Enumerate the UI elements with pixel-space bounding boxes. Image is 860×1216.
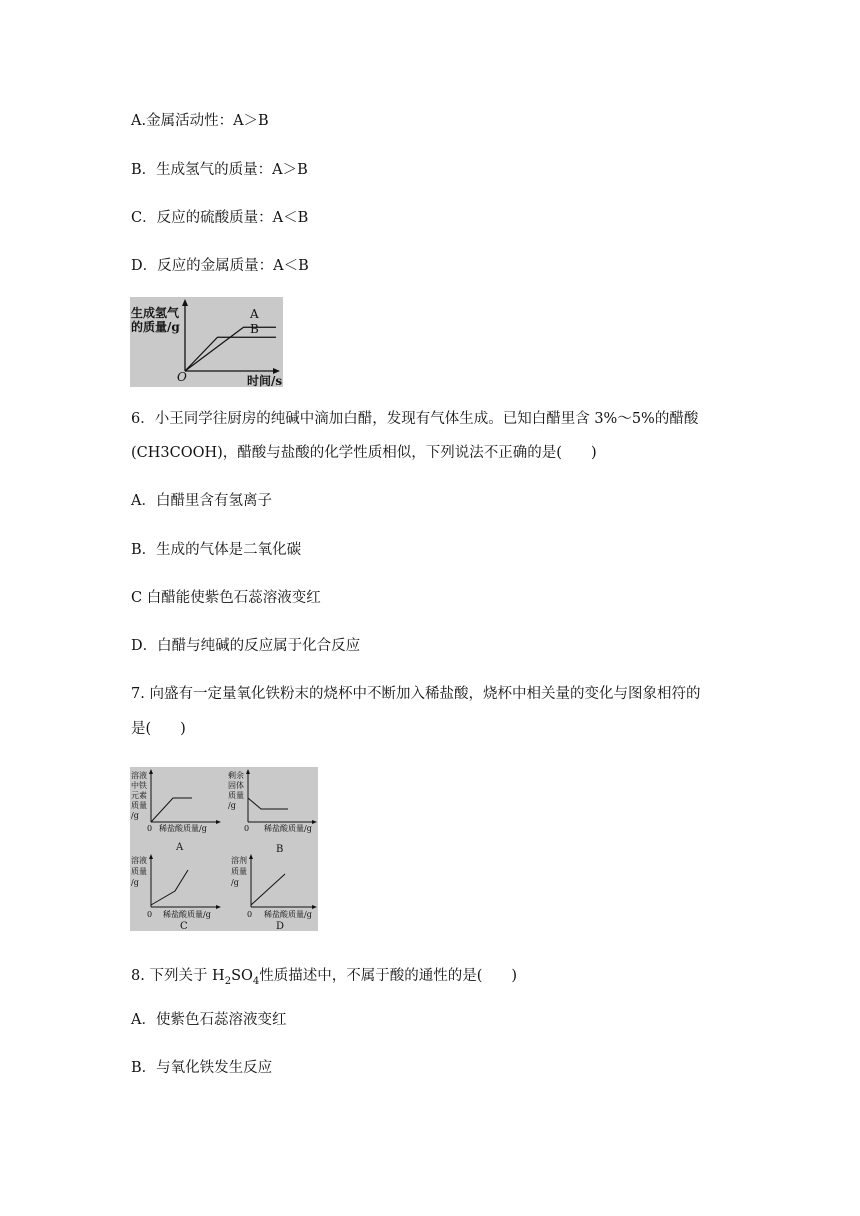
q7-b-ylabel-4: /g [228, 801, 236, 810]
q7-d-ylabel-3: /g [231, 878, 239, 887]
q7-a-ylabel-4: 质量 [131, 801, 147, 810]
q7-d-label: D [276, 921, 285, 931]
q7-c-curve [151, 870, 188, 905]
q5-xlabel: 时间/s [247, 374, 283, 387]
q6-stem-line2: (CH3COOH)，醋酸与盐酸的化学性质相似，下列说法不正确的是( ) [131, 445, 597, 461]
q6-option-a: A．白醋里含有氢离子 [131, 493, 272, 509]
q5-ylabel-2: 的质量/g [131, 320, 180, 334]
q7-a-ylabel-1: 溶液 [131, 771, 147, 780]
q7-a-label: A [176, 842, 184, 853]
q7-b-label: B [276, 844, 284, 855]
q7-b-ylabel-1: 剩余 [228, 771, 244, 780]
q5-label-b: B [250, 322, 259, 336]
q7-b-xlabel: 稀盐酸质量/g [264, 824, 312, 833]
q7-c-zero: 0 [147, 910, 153, 919]
q7-panel-a [131, 769, 221, 853]
q7-b-ylabel-2: 固体 [228, 781, 244, 790]
q8-stem-suffix: 性质描述中，不属于酸的通性的是( ) [259, 968, 518, 984]
q8-stem [131, 966, 517, 992]
q7-d-curve [251, 874, 285, 905]
q7-panel-d [231, 854, 317, 931]
q8-stem-mid: SO [231, 968, 253, 984]
q7-stem-line1: 7. 向盛有一定量氧化铁粉末的烧杯中不断加入稀盐酸，烧杯中相关量的变化与图象相符的 [131, 686, 701, 702]
q5-option-c: C．反应的硫酸质量：A＜B [131, 210, 309, 226]
q7-b-ylabel-3: 质量 [228, 791, 244, 800]
q8-sub-4: 4 [252, 975, 260, 987]
q7-a-curve [151, 798, 192, 822]
q5-series-b [185, 337, 276, 371]
q5-label-a: A [250, 307, 259, 321]
q7-stem-line2: 是( ) [131, 721, 186, 737]
q8-sub-2: 2 [224, 975, 232, 987]
q7-a-ylabel-2: 中铁 [131, 781, 147, 790]
q7-d-ylabel-2: 质量 [231, 867, 247, 876]
q7-panel-c [131, 854, 221, 931]
q7-a-xlabel: 稀盐酸质量/g [159, 824, 207, 833]
q7-d-xlabel: 稀盐酸质量/g [264, 910, 312, 919]
q7-c-ylabel-1: 溶液 [131, 856, 147, 865]
q7-a-ylabel-5: /g [131, 811, 139, 820]
q8-stem-prefix: 8. 下列关于 H [131, 968, 225, 984]
q5-option-a: A.金属活动性：A＞B [131, 113, 269, 129]
q6-stem-line1: 6．小王同学往厨房的纯碱中滴加白醋，发现有气体生成。已知白醋里含 3%～5%的醋酸 [131, 411, 699, 427]
q7-b-zero: 0 [244, 824, 250, 833]
q7-d-zero: 0 [247, 910, 253, 919]
q5-option-d: D．反应的金属质量：A＜B [131, 258, 309, 274]
q5-option-b: B．生成氢气的质量：A＞B [131, 162, 308, 178]
q7-a-zero: 0 [147, 824, 153, 833]
q7-c-label: C [180, 921, 188, 931]
q5-ylabel-1: 生成氢气 [131, 306, 180, 320]
q7-c-ylabel-2: 质量 [131, 867, 147, 876]
q7-a-ylabel-3: 元素 [131, 791, 147, 800]
q5-graph [130, 297, 283, 387]
q6-option-d: D．白醋与纯碱的反应属于化合反应 [131, 638, 361, 654]
q7-panel-b [228, 769, 317, 855]
q7-d-ylabel-1: 溶剂 [231, 856, 247, 865]
q7-c-ylabel-3: /g [131, 878, 139, 887]
q5-y-arrow [182, 299, 188, 306]
q7-graph-grid [130, 767, 318, 931]
q7-c-xlabel: 稀盐酸质量/g [163, 910, 211, 919]
q6-option-b: B．生成的气体是二氧化碳 [131, 542, 302, 558]
q7-b-curve [248, 798, 288, 809]
q8-option-a: A．使紫色石蕊溶液变红 [131, 1012, 287, 1028]
q8-option-b: B．与氧化铁发生反应 [131, 1060, 273, 1076]
q6-option-c: C 白醋能使紫色石蕊溶液变红 [131, 590, 321, 606]
q5-origin: O [177, 370, 187, 384]
q5-series-a [185, 327, 276, 371]
